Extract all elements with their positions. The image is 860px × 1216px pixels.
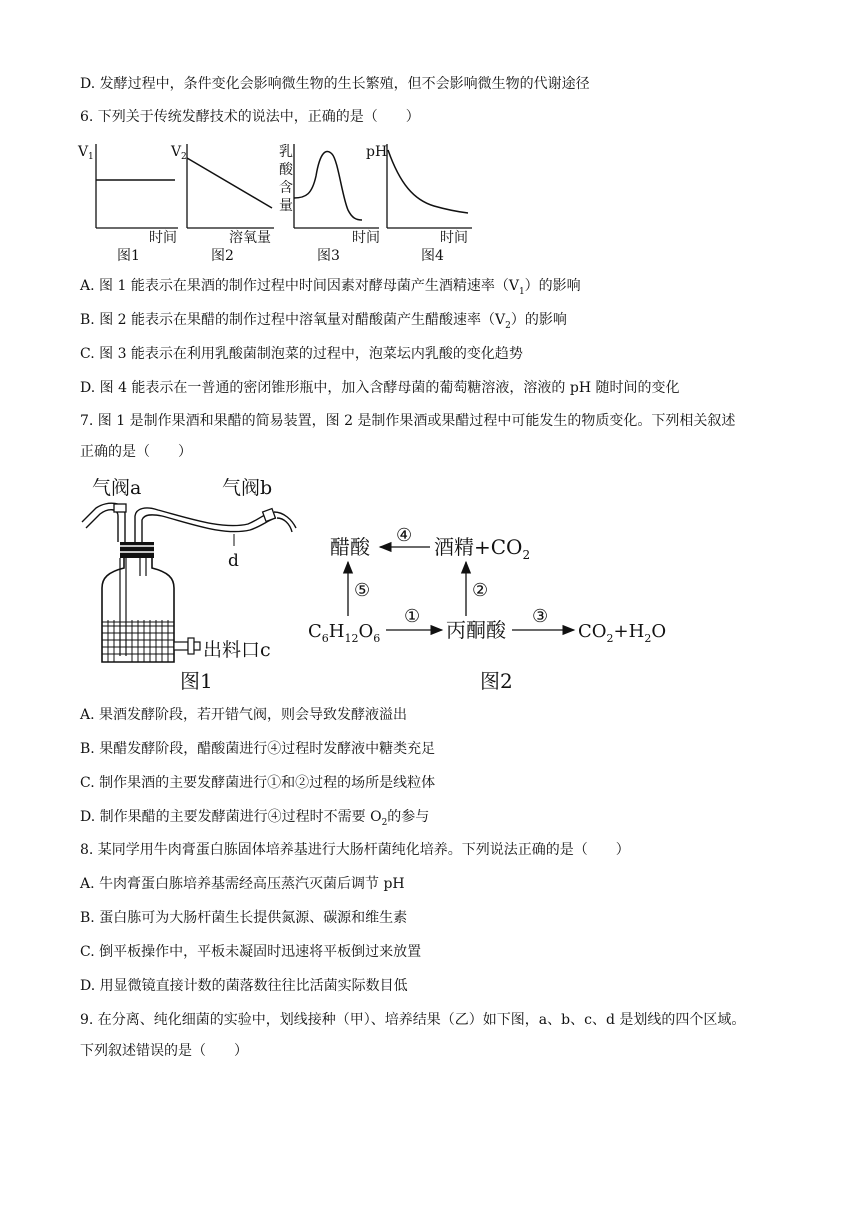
graph-3-xlabel: 时间	[352, 230, 380, 246]
q8-option-a: A. 牛肉膏蛋白胨培养基需经高压蒸汽灭菌后调节 pH	[80, 876, 405, 892]
q7-figure-2-pathway	[300, 516, 690, 696]
node-glucose: $C_6H_{12}O_6$	[308, 621, 381, 645]
q7-option-a: A. 果酒发酵阶段，若开错气阀，则会导致发酵液溢出	[80, 707, 408, 723]
graph-2-caption: 图2	[211, 248, 234, 264]
outlet-label: 出料口c	[203, 639, 271, 661]
graph-2	[170, 144, 274, 264]
graph-3-ylabel-4: 量	[279, 198, 293, 214]
graph-3-ylabel-1: 乳	[279, 144, 293, 160]
step-3-label: ③	[532, 606, 549, 627]
graph-3	[279, 144, 380, 264]
q7-figure-1-apparatus	[78, 472, 300, 696]
node-acetic-acid: 醋酸	[330, 535, 370, 559]
graph-4-caption: 图4	[421, 248, 444, 264]
step-2-label: ②	[472, 580, 489, 601]
graph-2-ylabel-sub: 2	[181, 152, 187, 162]
graph-1-caption: 图1	[117, 248, 140, 264]
valve-b-label: 气阀b	[222, 477, 273, 499]
q6-option-c: C. 图 3 能表示在利用乳酸菌制泡菜的过程中，泡菜坛内乳酸的变化趋势	[80, 346, 523, 362]
step-1-label: ①	[404, 606, 421, 627]
graph-4-ylabel: pH	[366, 144, 388, 160]
node-pyruvate: 丙酮酸	[446, 618, 506, 642]
graph-3-curve	[294, 152, 362, 220]
graph-1-ylabel: V	[78, 144, 89, 160]
q7-option-b: B. 果醋发酵阶段，醋酸菌进行④过程时发酵液中糖类充足	[80, 741, 436, 757]
valve-a	[114, 504, 126, 512]
q6-graphs-figure	[74, 136, 494, 266]
node-co2-water: $CO_2+H_2O$	[578, 621, 667, 645]
graph-1	[77, 144, 178, 264]
q6-option-b: B. 图 2 能表示在果醋的制作过程中溶氧量对醋酸菌产生醋酸速率$(V_2)$的影响	[80, 312, 567, 331]
q8-stem: 8. 某同学用牛肉膏蛋白胨固体培养基进行大肠杆菌纯化培养。下列说法正确的是（ ）	[80, 842, 630, 858]
q6-option-a: A. 图 1 能表示在果酒的制作过程中时间因素对酵母菌产生酒精速率$(V_1)$的影响	[80, 278, 581, 297]
graph-3-caption: 图3	[317, 248, 340, 264]
q5-option-d: D. 发酵过程中，条件变化会影响微生物的生长繁殖，但不会影响微生物的代谢途径	[80, 76, 590, 92]
tube-d-label: d	[228, 551, 239, 571]
q7-stem-line1: 7. 图 1 是制作果酒和果醋的简易装置，图 2 是制作果酒或果醋过程中可能发生的物质变化。下列相关叙述	[80, 413, 736, 429]
fig2-caption: 图2	[480, 669, 513, 693]
graph-4-xlabel: 时间	[440, 230, 468, 246]
graph-2-xlabel: 溶氧量	[229, 230, 271, 246]
graph-1-xlabel: 时间	[149, 230, 177, 246]
q7-stem-line2: 正确的是（ ）	[80, 444, 192, 460]
q9-stem-line2: 下列叙述错误的是（ ）	[80, 1043, 248, 1059]
bottle-stopper	[120, 542, 154, 558]
graph-2-curve	[187, 158, 272, 208]
node-alcohol-co2: 酒精$+CO_2$	[434, 535, 531, 562]
graph-3-ylabel-3: 含	[279, 180, 293, 196]
fig1-caption: 图1	[180, 669, 213, 693]
q9-stem-line1: 9. 在分离、纯化细菌的实验中，划线接种（甲）、培养结果（乙）如下图，a、b、c、d 是划线的四个区域。	[80, 1012, 746, 1028]
graph-2-ylabel: V	[171, 144, 182, 160]
step-4-label: ④	[396, 525, 413, 546]
q8-option-c: C. 倒平板操作中，平板未凝固时迅速将平板倒过来放置	[80, 944, 422, 960]
graph-1-ylabel-sub: 1	[88, 152, 94, 162]
graph-4-curve	[388, 150, 468, 213]
q8-option-d: D. 用显微镜直接计数的菌落数往往比活菌实际数目低	[80, 978, 408, 994]
valve-a-label: 气阀a	[92, 477, 142, 499]
q7-option-d: D. 制作果醋的主要发酵菌进行④过程时不需要 $O_2$的参与	[80, 809, 430, 828]
graph-3-ylabel-2: 酸	[279, 162, 293, 178]
fermentation-liquid	[102, 620, 174, 662]
q6-stem: 6. 下列关于传统发酵技术的说法中，正确的是（ ）	[80, 109, 420, 125]
step-5-label: ⑤	[354, 580, 371, 601]
graph-4	[366, 144, 472, 264]
q8-option-b: B. 蛋白胨可为大肠杆菌生长提供氮源、碳源和维生素	[80, 910, 408, 926]
outlet-c	[174, 638, 200, 654]
q6-option-d: D. 图 4 能表示在一普通的密闭锥形瓶中，加入含酵母菌的葡萄糖溶液，溶液的 pH 随时间的变化	[80, 380, 680, 396]
q7-option-c: C. 制作果酒的主要发酵菌进行①和②过程的场所是线粒体	[80, 775, 436, 791]
